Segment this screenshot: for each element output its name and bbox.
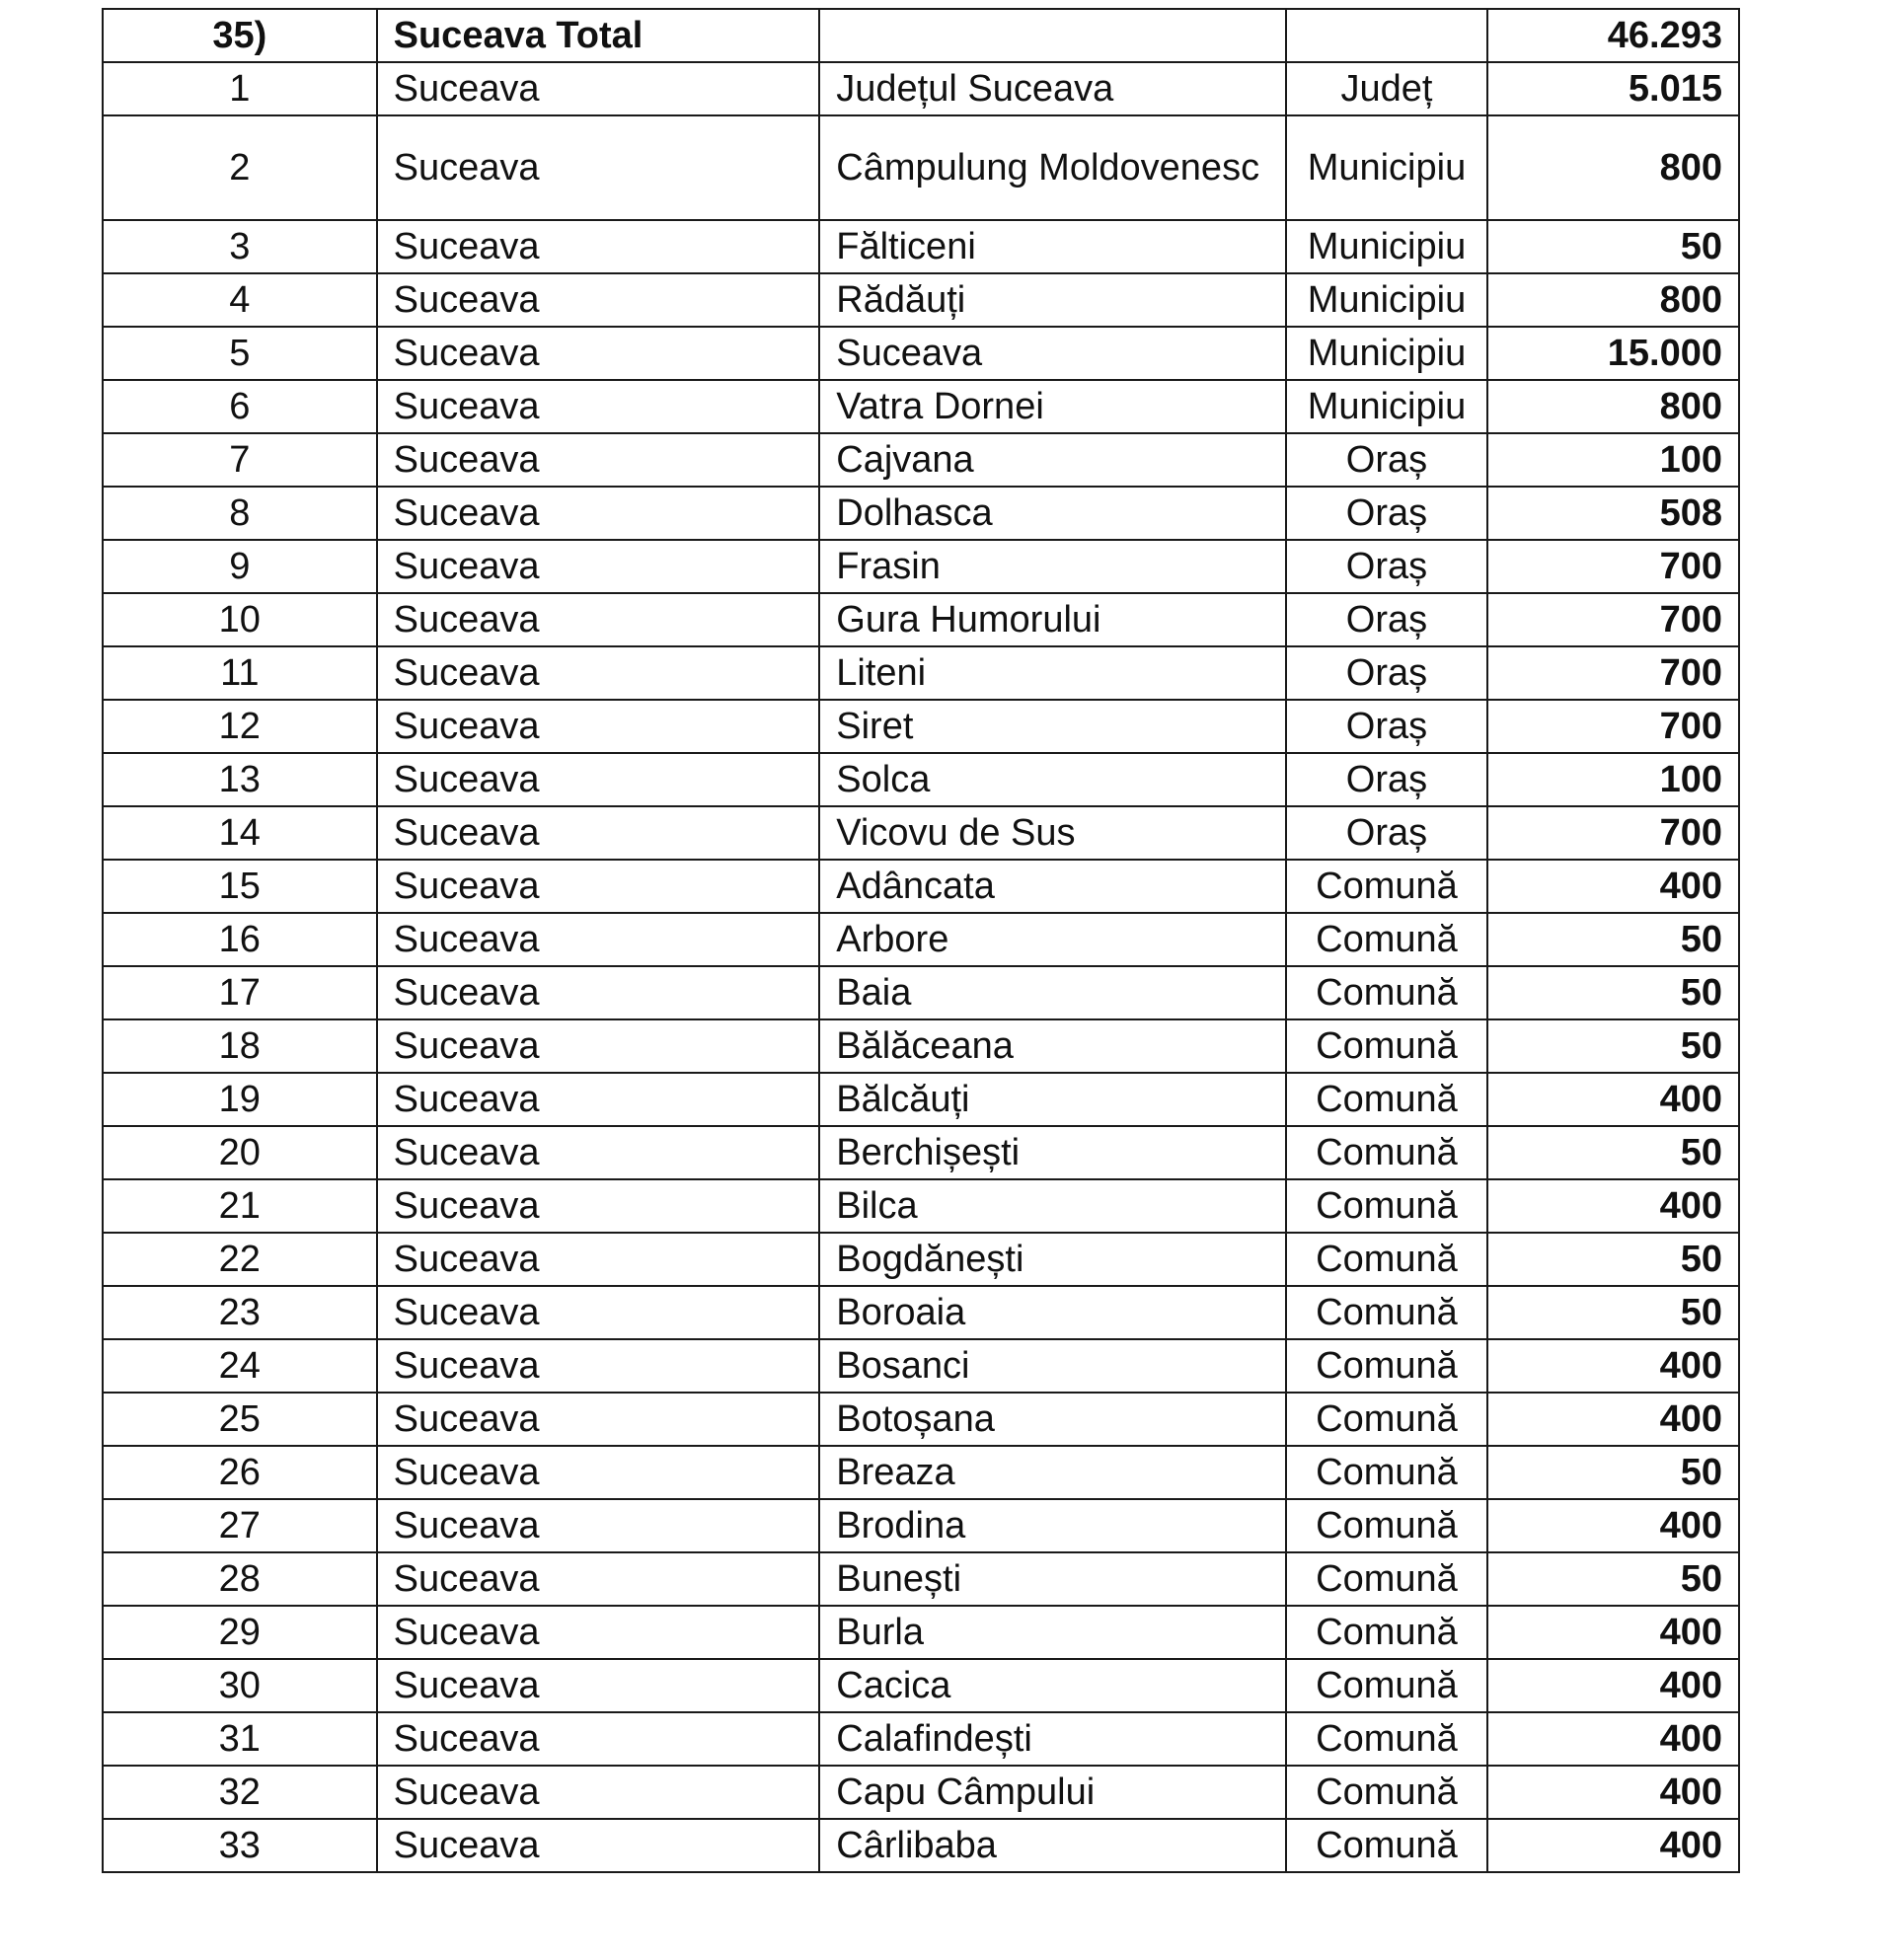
row-value-cell: 400 (1487, 1393, 1739, 1446)
row-nr-cell: 28 (103, 1552, 377, 1606)
row-county-cell: Suceava (377, 700, 820, 753)
table-row (103, 1712, 1739, 1766)
table-row (103, 273, 1739, 327)
row-type-cell: Comună (1286, 1819, 1486, 1872)
row-value-cell: 400 (1487, 860, 1739, 913)
row-nr-cell: 8 (103, 487, 377, 540)
row-value-cell: 400 (1487, 1179, 1739, 1233)
row-value-cell: 800 (1487, 380, 1739, 433)
row-type-cell: Comună (1286, 1552, 1486, 1606)
row-locality-cell: Cacica (819, 1659, 1286, 1712)
row-locality-cell: Brodina (819, 1499, 1286, 1552)
row-type-cell: Municipiu (1286, 220, 1486, 273)
row-county-cell: Suceava (377, 327, 820, 380)
table-row (103, 433, 1739, 487)
row-value-cell: 700 (1487, 700, 1739, 753)
table-row (103, 646, 1739, 700)
row-locality-cell: Județul Suceava (819, 62, 1286, 115)
row-county-cell: Suceava (377, 1126, 820, 1179)
row-type-cell: Comună (1286, 1659, 1486, 1712)
row-nr-cell: 13 (103, 753, 377, 806)
row-value-cell: 15.000 (1487, 327, 1739, 380)
table-body (103, 9, 1739, 1872)
row-type-cell: Oraș (1286, 540, 1486, 593)
row-value-cell: 50 (1487, 1233, 1739, 1286)
row-locality-cell: Botoșana (819, 1393, 1286, 1446)
row-locality-cell: Boroaia (819, 1286, 1286, 1339)
row-nr-cell: 14 (103, 806, 377, 860)
row-type-cell: Comună (1286, 860, 1486, 913)
row-type-cell: Comună (1286, 966, 1486, 1019)
row-type-cell: Oraș (1286, 593, 1486, 646)
row-county-cell: Suceava (377, 1766, 820, 1819)
row-locality-cell: Berchișești (819, 1126, 1286, 1179)
row-county-cell: Suceava (377, 753, 820, 806)
row-type-cell: Oraș (1286, 700, 1486, 753)
row-value-cell: 5.015 (1487, 62, 1739, 115)
table-row (103, 753, 1739, 806)
row-locality-cell: Bilca (819, 1179, 1286, 1233)
total-locality-cell (819, 9, 1286, 62)
row-locality-cell: Calafindești (819, 1712, 1286, 1766)
row-type-cell: Comună (1286, 1233, 1486, 1286)
row-locality-cell: Vatra Dornei (819, 380, 1286, 433)
row-county-cell: Suceava (377, 115, 820, 220)
row-locality-cell: Câmpulung Moldovenesc (819, 115, 1286, 220)
table-row (103, 115, 1739, 220)
row-nr-cell: 11 (103, 646, 377, 700)
row-type-cell: Oraș (1286, 433, 1486, 487)
table-row (103, 327, 1739, 380)
row-nr-cell: 26 (103, 1446, 377, 1499)
table-row (103, 1073, 1739, 1126)
row-type-cell: Județ (1286, 62, 1486, 115)
row-nr-cell: 25 (103, 1393, 377, 1446)
row-county-cell: Suceava (377, 1659, 820, 1712)
row-value-cell: 100 (1487, 753, 1739, 806)
row-type-cell: Municipiu (1286, 273, 1486, 327)
row-county-cell: Suceava (377, 273, 820, 327)
table-row (103, 1499, 1739, 1552)
row-type-cell: Comună (1286, 1073, 1486, 1126)
row-value-cell: 50 (1487, 1446, 1739, 1499)
row-county-cell: Suceava (377, 220, 820, 273)
row-county-cell: Suceava (377, 1393, 820, 1446)
total-nr-cell: 35) (103, 9, 377, 62)
row-county-cell: Suceava (377, 1179, 820, 1233)
row-type-cell: Oraș (1286, 646, 1486, 700)
row-nr-cell: 23 (103, 1286, 377, 1339)
table-row (103, 1766, 1739, 1819)
row-locality-cell: Cajvana (819, 433, 1286, 487)
table-row (103, 1286, 1739, 1339)
row-value-cell: 100 (1487, 433, 1739, 487)
row-locality-cell: Baia (819, 966, 1286, 1019)
row-locality-cell: Siret (819, 700, 1286, 753)
row-county-cell: Suceava (377, 1606, 820, 1659)
row-county-cell: Suceava (377, 1712, 820, 1766)
row-nr-cell: 20 (103, 1126, 377, 1179)
table-row (103, 487, 1739, 540)
row-county-cell: Suceava (377, 1499, 820, 1552)
row-locality-cell: Bogdănești (819, 1233, 1286, 1286)
row-type-cell: Municipiu (1286, 115, 1486, 220)
row-nr-cell: 3 (103, 220, 377, 273)
row-county-cell: Suceava (377, 806, 820, 860)
row-nr-cell: 33 (103, 1819, 377, 1872)
table-row (103, 1019, 1739, 1073)
row-county-cell: Suceava (377, 62, 820, 115)
table-row (103, 1552, 1739, 1606)
row-locality-cell: Liteni (819, 646, 1286, 700)
row-locality-cell: Frasin (819, 540, 1286, 593)
row-type-cell: Comună (1286, 1446, 1486, 1499)
total-row (103, 9, 1739, 62)
row-nr-cell: 10 (103, 593, 377, 646)
row-value-cell: 400 (1487, 1606, 1739, 1659)
table-row (103, 380, 1739, 433)
row-value-cell: 800 (1487, 273, 1739, 327)
total-value-cell: 46.293 (1487, 9, 1739, 62)
row-type-cell: Comună (1286, 1339, 1486, 1393)
row-locality-cell: Breaza (819, 1446, 1286, 1499)
row-county-cell: Suceava (377, 540, 820, 593)
table-row (103, 1179, 1739, 1233)
row-locality-cell: Fălticeni (819, 220, 1286, 273)
row-type-cell: Comună (1286, 1126, 1486, 1179)
row-county-cell: Suceava (377, 1019, 820, 1073)
row-value-cell: 50 (1487, 1126, 1739, 1179)
row-type-cell: Municipiu (1286, 327, 1486, 380)
row-county-cell: Suceava (377, 487, 820, 540)
table-row (103, 1233, 1739, 1286)
row-value-cell: 400 (1487, 1499, 1739, 1552)
row-county-cell: Suceava (377, 593, 820, 646)
table-row (103, 1393, 1739, 1446)
row-nr-cell: 22 (103, 1233, 377, 1286)
row-nr-cell: 4 (103, 273, 377, 327)
row-county-cell: Suceava (377, 860, 820, 913)
table-row (103, 1446, 1739, 1499)
row-nr-cell: 31 (103, 1712, 377, 1766)
table-row (103, 913, 1739, 966)
row-type-cell: Comună (1286, 1286, 1486, 1339)
row-nr-cell: 6 (103, 380, 377, 433)
row-value-cell: 400 (1487, 1659, 1739, 1712)
table-row (103, 1339, 1739, 1393)
row-nr-cell: 27 (103, 1499, 377, 1552)
row-locality-cell: Rădăuți (819, 273, 1286, 327)
table-row (103, 540, 1739, 593)
row-county-cell: Suceava (377, 646, 820, 700)
table-row (103, 1606, 1739, 1659)
row-county-cell: Suceava (377, 1819, 820, 1872)
total-county-cell: Suceava Total (377, 9, 820, 62)
allocation-table (102, 8, 1740, 1873)
row-nr-cell: 9 (103, 540, 377, 593)
row-type-cell: Comună (1286, 1019, 1486, 1073)
row-type-cell: Comună (1286, 913, 1486, 966)
row-value-cell: 400 (1487, 1712, 1739, 1766)
row-nr-cell: 29 (103, 1606, 377, 1659)
row-nr-cell: 30 (103, 1659, 377, 1712)
row-value-cell: 50 (1487, 1286, 1739, 1339)
row-type-cell: Oraș (1286, 753, 1486, 806)
total-type-cell (1286, 9, 1486, 62)
row-type-cell: Oraș (1286, 806, 1486, 860)
row-locality-cell: Cârlibaba (819, 1819, 1286, 1872)
row-nr-cell: 19 (103, 1073, 377, 1126)
row-locality-cell: Bunești (819, 1552, 1286, 1606)
table-row (103, 700, 1739, 753)
row-nr-cell: 15 (103, 860, 377, 913)
row-county-cell: Suceava (377, 380, 820, 433)
row-county-cell: Suceava (377, 913, 820, 966)
row-value-cell: 700 (1487, 646, 1739, 700)
row-locality-cell: Bălăceana (819, 1019, 1286, 1073)
row-value-cell: 400 (1487, 1073, 1739, 1126)
table-row (103, 220, 1739, 273)
row-type-cell: Comună (1286, 1393, 1486, 1446)
row-value-cell: 700 (1487, 593, 1739, 646)
row-value-cell: 400 (1487, 1819, 1739, 1872)
row-value-cell: 700 (1487, 806, 1739, 860)
row-locality-cell: Dolhasca (819, 487, 1286, 540)
row-value-cell: 50 (1487, 966, 1739, 1019)
row-locality-cell: Solca (819, 753, 1286, 806)
table-row (103, 1659, 1739, 1712)
row-value-cell: 50 (1487, 1019, 1739, 1073)
row-type-cell: Comună (1286, 1712, 1486, 1766)
row-type-cell: Comună (1286, 1766, 1486, 1819)
row-locality-cell: Bălcăuți (819, 1073, 1286, 1126)
row-type-cell: Comună (1286, 1179, 1486, 1233)
row-value-cell: 400 (1487, 1339, 1739, 1393)
row-value-cell: 800 (1487, 115, 1739, 220)
row-value-cell: 50 (1487, 1552, 1739, 1606)
row-county-cell: Suceava (377, 1446, 820, 1499)
row-value-cell: 508 (1487, 487, 1739, 540)
row-county-cell: Suceava (377, 1073, 820, 1126)
row-county-cell: Suceava (377, 433, 820, 487)
row-locality-cell: Capu Câmpului (819, 1766, 1286, 1819)
row-nr-cell: 32 (103, 1766, 377, 1819)
row-locality-cell: Gura Humorului (819, 593, 1286, 646)
row-type-cell: Municipiu (1286, 380, 1486, 433)
row-county-cell: Suceava (377, 1286, 820, 1339)
table-row (103, 966, 1739, 1019)
row-county-cell: Suceava (377, 1339, 820, 1393)
row-type-cell: Comună (1286, 1606, 1486, 1659)
row-locality-cell: Arbore (819, 913, 1286, 966)
row-type-cell: Comună (1286, 1499, 1486, 1552)
row-nr-cell: 16 (103, 913, 377, 966)
row-locality-cell: Vicovu de Sus (819, 806, 1286, 860)
row-locality-cell: Bosanci (819, 1339, 1286, 1393)
table-row (103, 593, 1739, 646)
row-county-cell: Suceava (377, 966, 820, 1019)
row-value-cell: 50 (1487, 220, 1739, 273)
row-nr-cell: 18 (103, 1019, 377, 1073)
row-value-cell: 400 (1487, 1766, 1739, 1819)
row-nr-cell: 7 (103, 433, 377, 487)
row-nr-cell: 24 (103, 1339, 377, 1393)
row-nr-cell: 5 (103, 327, 377, 380)
row-nr-cell: 1 (103, 62, 377, 115)
row-nr-cell: 17 (103, 966, 377, 1019)
table-row (103, 1126, 1739, 1179)
row-nr-cell: 21 (103, 1179, 377, 1233)
row-value-cell: 700 (1487, 540, 1739, 593)
row-locality-cell: Suceava (819, 327, 1286, 380)
row-type-cell: Oraș (1286, 487, 1486, 540)
table-row (103, 62, 1739, 115)
table-row (103, 860, 1739, 913)
row-locality-cell: Adâncata (819, 860, 1286, 913)
row-locality-cell: Burla (819, 1606, 1286, 1659)
row-nr-cell: 12 (103, 700, 377, 753)
row-value-cell: 50 (1487, 913, 1739, 966)
table-row (103, 1819, 1739, 1872)
table-row (103, 806, 1739, 860)
row-nr-cell: 2 (103, 115, 377, 220)
row-county-cell: Suceava (377, 1233, 820, 1286)
row-county-cell: Suceava (377, 1552, 820, 1606)
